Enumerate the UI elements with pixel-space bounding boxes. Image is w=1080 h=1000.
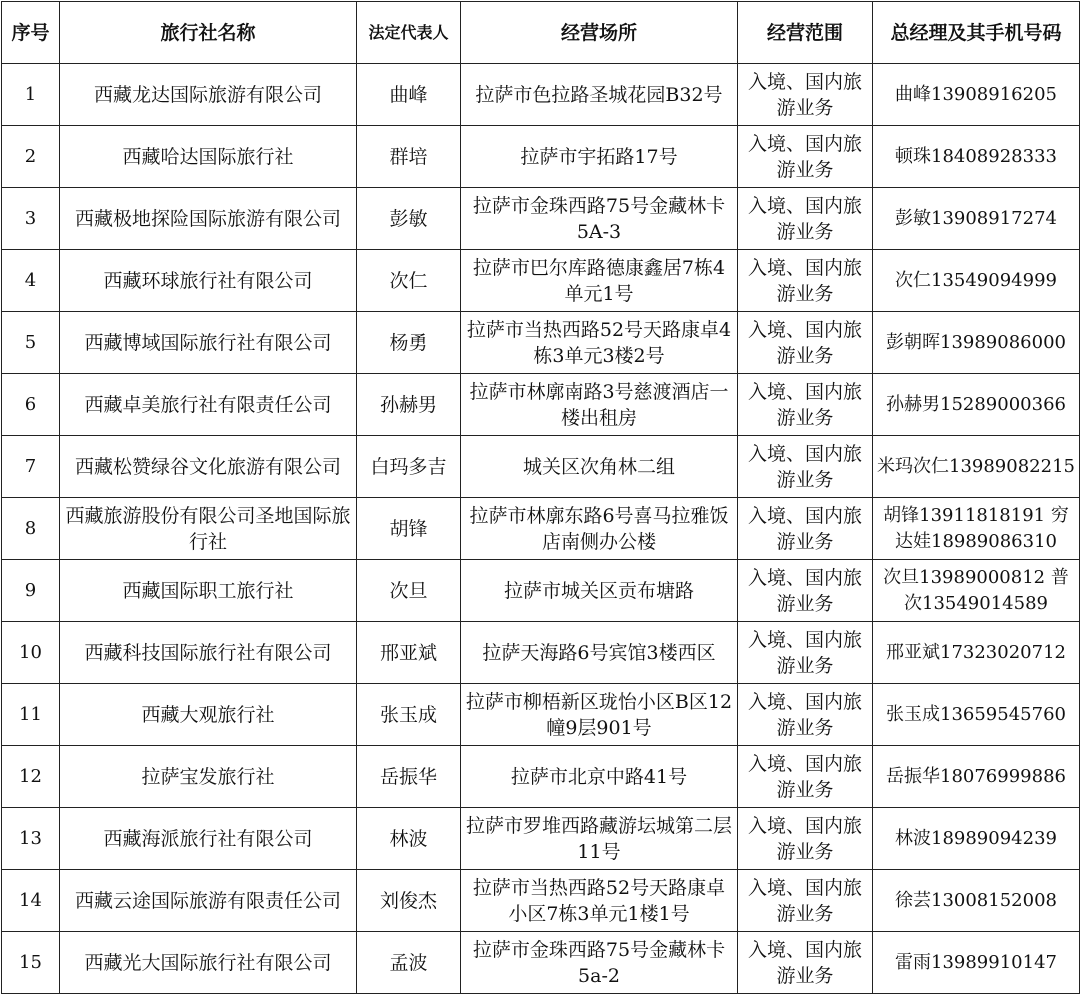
cell-name: 西藏科技国际旅行社有限公司 bbox=[60, 622, 357, 684]
cell-address: 拉萨市当热西路52号天路康卓4栋3单元3楼2号 bbox=[461, 312, 738, 374]
cell-contact: 曲峰13908916205 bbox=[873, 64, 1080, 126]
cell-no: 4 bbox=[2, 250, 60, 312]
cell-no: 9 bbox=[2, 560, 60, 622]
cell-rep: 孟波 bbox=[357, 932, 461, 994]
cell-rep: 次旦 bbox=[357, 560, 461, 622]
cell-scope: 入境、国内旅游业务 bbox=[738, 622, 873, 684]
cell-name: 西藏环球旅行社有限公司 bbox=[60, 250, 357, 312]
cell-scope: 入境、国内旅游业务 bbox=[738, 684, 873, 746]
cell-scope: 入境、国内旅游业务 bbox=[738, 870, 873, 932]
cell-scope: 入境、国内旅游业务 bbox=[738, 808, 873, 870]
cell-contact: 徐芸13008152008 bbox=[873, 870, 1080, 932]
header-scope: 经营范围 bbox=[738, 2, 873, 64]
cell-address: 拉萨市柳梧新区珑怡小区B区12幢9层901号 bbox=[461, 684, 738, 746]
header-contact: 总经理及其手机号码 bbox=[873, 2, 1080, 64]
table-row bbox=[2, 436, 1080, 498]
table-row bbox=[2, 684, 1080, 746]
cell-rep: 岳振华 bbox=[357, 746, 461, 808]
table-row bbox=[2, 560, 1080, 622]
cell-address: 拉萨市城关区贡布塘路 bbox=[461, 560, 738, 622]
cell-name: 西藏大观旅行社 bbox=[60, 684, 357, 746]
cell-contact: 孙赫男15289000366 bbox=[873, 374, 1080, 436]
cell-address: 拉萨市宇拓路17号 bbox=[461, 126, 738, 188]
cell-address: 拉萨市色拉路圣城花园B32号 bbox=[461, 64, 738, 126]
table-row bbox=[2, 622, 1080, 684]
table-body bbox=[2, 64, 1080, 994]
cell-contact: 米玛次仁13989082215 bbox=[873, 436, 1080, 498]
cell-name: 西藏国际职工旅行社 bbox=[60, 560, 357, 622]
cell-no: 8 bbox=[2, 498, 60, 560]
cell-name: 拉萨宝发旅行社 bbox=[60, 746, 357, 808]
header-no: 序号 bbox=[2, 2, 60, 64]
cell-no: 1 bbox=[2, 64, 60, 126]
cell-rep: 次仁 bbox=[357, 250, 461, 312]
header-rep: 法定代表人 bbox=[357, 2, 461, 64]
cell-scope: 入境、国内旅游业务 bbox=[738, 188, 873, 250]
cell-name: 西藏海派旅行社有限公司 bbox=[60, 808, 357, 870]
cell-no: 15 bbox=[2, 932, 60, 994]
cell-address: 拉萨天海路6号宾馆3楼西区 bbox=[461, 622, 738, 684]
cell-address: 拉萨市林廓南路3号慈渡酒店一楼出租房 bbox=[461, 374, 738, 436]
cell-contact: 岳振华18076999886 bbox=[873, 746, 1080, 808]
cell-scope: 入境、国内旅游业务 bbox=[738, 250, 873, 312]
cell-scope: 入境、国内旅游业务 bbox=[738, 560, 873, 622]
table-row bbox=[2, 498, 1080, 560]
table-row bbox=[2, 808, 1080, 870]
table-row bbox=[2, 312, 1080, 374]
cell-scope: 入境、国内旅游业务 bbox=[738, 436, 873, 498]
cell-address: 拉萨市金珠西路75号金藏林卡5a-2 bbox=[461, 932, 738, 994]
table-row bbox=[2, 746, 1080, 808]
cell-address: 拉萨市北京中路41号 bbox=[461, 746, 738, 808]
table-row bbox=[2, 870, 1080, 932]
table-row bbox=[2, 126, 1080, 188]
header-name: 旅行社名称 bbox=[60, 2, 357, 64]
cell-rep: 群培 bbox=[357, 126, 461, 188]
cell-rep: 林波 bbox=[357, 808, 461, 870]
cell-contact: 次旦13989000812 普次13549014589 bbox=[873, 560, 1080, 622]
cell-contact: 林波18989094239 bbox=[873, 808, 1080, 870]
cell-no: 7 bbox=[2, 436, 60, 498]
cell-address: 拉萨市罗堆西路藏游坛城第二层11号 bbox=[461, 808, 738, 870]
cell-no: 3 bbox=[2, 188, 60, 250]
cell-rep: 孙赫男 bbox=[357, 374, 461, 436]
cell-rep: 邢亚斌 bbox=[357, 622, 461, 684]
cell-address: 拉萨市当热西路52号天路康卓小区7栋3单元1楼1号 bbox=[461, 870, 738, 932]
cell-name: 西藏龙达国际旅游有限公司 bbox=[60, 64, 357, 126]
cell-contact: 顿珠18408928333 bbox=[873, 126, 1080, 188]
cell-contact: 张玉成13659545760 bbox=[873, 684, 1080, 746]
cell-no: 5 bbox=[2, 312, 60, 374]
cell-name: 西藏博域国际旅行社有限公司 bbox=[60, 312, 357, 374]
cell-scope: 入境、国内旅游业务 bbox=[738, 374, 873, 436]
cell-contact: 雷雨13989910147 bbox=[873, 932, 1080, 994]
cell-no: 6 bbox=[2, 374, 60, 436]
cell-address: 城关区次角林二组 bbox=[461, 436, 738, 498]
cell-no: 10 bbox=[2, 622, 60, 684]
cell-scope: 入境、国内旅游业务 bbox=[738, 498, 873, 560]
cell-address: 拉萨市金珠西路75号金藏林卡5A-3 bbox=[461, 188, 738, 250]
cell-contact: 次仁13549094999 bbox=[873, 250, 1080, 312]
cell-name: 西藏光大国际旅行社有限公司 bbox=[60, 932, 357, 994]
cell-rep: 杨勇 bbox=[357, 312, 461, 374]
header-row bbox=[2, 2, 1080, 64]
cell-no: 12 bbox=[2, 746, 60, 808]
cell-name: 西藏卓美旅行社有限责任公司 bbox=[60, 374, 357, 436]
cell-no: 11 bbox=[2, 684, 60, 746]
table-row bbox=[2, 374, 1080, 436]
cell-rep: 胡锋 bbox=[357, 498, 461, 560]
cell-rep: 刘俊杰 bbox=[357, 870, 461, 932]
cell-name: 西藏云途国际旅游有限责任公司 bbox=[60, 870, 357, 932]
cell-scope: 入境、国内旅游业务 bbox=[738, 932, 873, 994]
header-address: 经营场所 bbox=[461, 2, 738, 64]
cell-address: 拉萨市巴尔库路德康鑫居7栋4单元1号 bbox=[461, 250, 738, 312]
cell-name: 西藏松赞绿谷文化旅游有限公司 bbox=[60, 436, 357, 498]
cell-no: 13 bbox=[2, 808, 60, 870]
cell-address: 拉萨市林廓东路6号喜马拉雅饭店南侧办公楼 bbox=[461, 498, 738, 560]
cell-rep: 曲峰 bbox=[357, 64, 461, 126]
cell-scope: 入境、国内旅游业务 bbox=[738, 64, 873, 126]
cell-name: 西藏极地探险国际旅游有限公司 bbox=[60, 188, 357, 250]
cell-scope: 入境、国内旅游业务 bbox=[738, 312, 873, 374]
cell-rep: 张玉成 bbox=[357, 684, 461, 746]
cell-name: 西藏哈达国际旅行社 bbox=[60, 126, 357, 188]
cell-contact: 邢亚斌17323020712 bbox=[873, 622, 1080, 684]
cell-contact: 胡锋13911818191 穷达娃18989086310 bbox=[873, 498, 1080, 560]
cell-contact: 彭敏13908917274 bbox=[873, 188, 1080, 250]
cell-no: 14 bbox=[2, 870, 60, 932]
table-row bbox=[2, 188, 1080, 250]
cell-scope: 入境、国内旅游业务 bbox=[738, 126, 873, 188]
cell-rep: 白玛多吉 bbox=[357, 436, 461, 498]
table-row bbox=[2, 932, 1080, 994]
table-row bbox=[2, 64, 1080, 126]
table-row bbox=[2, 250, 1080, 312]
cell-scope: 入境、国内旅游业务 bbox=[738, 746, 873, 808]
cell-name: 西藏旅游股份有限公司圣地国际旅行社 bbox=[60, 498, 357, 560]
travel-agency-table bbox=[1, 1, 1080, 994]
cell-contact: 彭朝晖13989086000 bbox=[873, 312, 1080, 374]
cell-rep: 彭敏 bbox=[357, 188, 461, 250]
cell-no: 2 bbox=[2, 126, 60, 188]
